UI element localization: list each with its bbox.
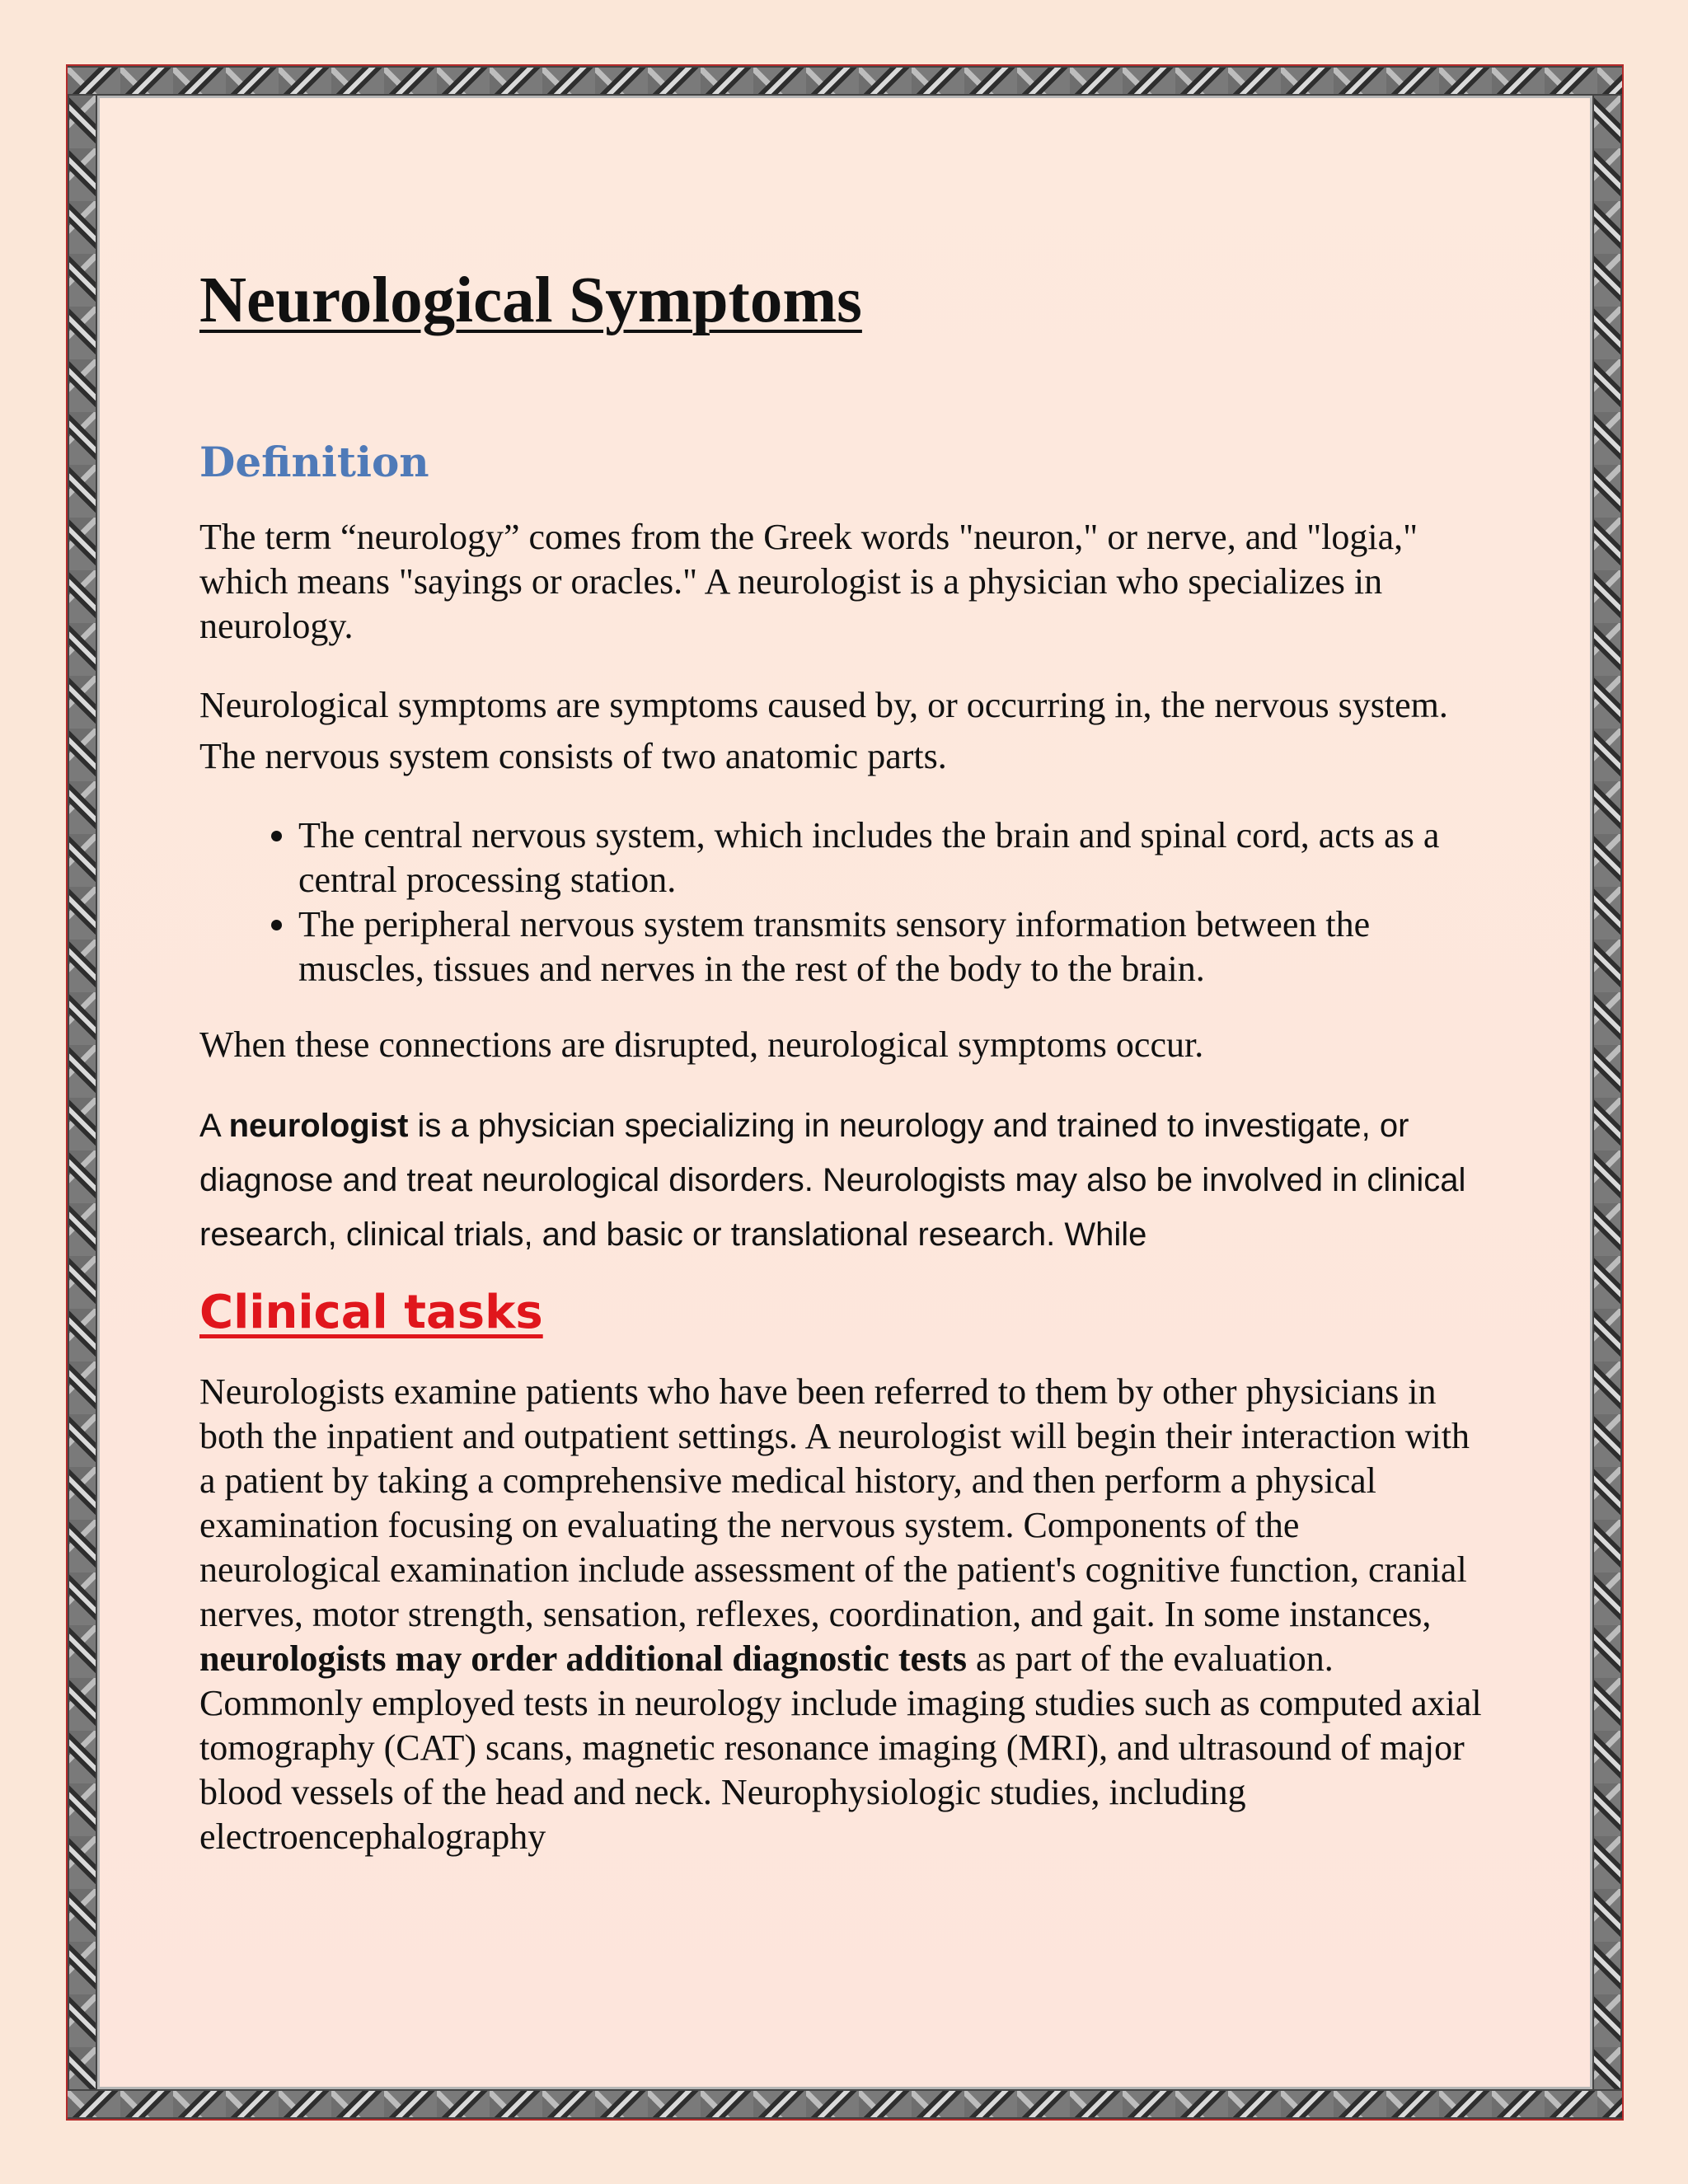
clinical-text-part2: as part of the evaluation. Commonly employed tests in neurology include imaging studies such as computed axial tomography (CAT) scans, magnetic resonance imaging (MRI), and ultrasound of major blood vessels of the head and neck. Neurophysiologic studies, including electroencephalography <box>199 1638 1482 1858</box>
neurologist-bold-term: neurologist <box>228 1107 409 1144</box>
definition-paragraph: The term “neurology” comes from the Greek words "neuron," or nerve, and "logia," which means "sayings or oracles." A neurologist is a physician who specializes in neurology. <box>199 516 1418 646</box>
disruption-paragraph: When these connections are disrupted, neurological symptoms occur. <box>199 1024 1204 1065</box>
clinical-text-part1: Neurologists examine patients who have been referred to them by other physicians in both the inpatient and outpatient settings. A neurologist will begin their interaction with a patient by taking a comprehensive medical history, and then perform a physical examination focusing on evaluating the nervous system. Components of the neurological examination include assessment of the patient's cognitive function, cranial nerves, motor strength, sensation, reflexes, coordination, and gait. In some instances, <box>199 1371 1470 1635</box>
document-content <box>199 264 1485 1859</box>
clinical-tasks-heading: Clinical tasks <box>199 1285 543 1339</box>
clinical-bold-text: neurologists may order additional diagnostic tests <box>199 1638 967 1680</box>
list-item: • The central nervous system, which includes the brain and spinal cord, acts as a central processing station. <box>298 813 1485 902</box>
definition-heading: Definition <box>199 437 429 486</box>
page-title: Neurological Symptoms <box>199 265 862 336</box>
decorative-border-left <box>68 96 97 2089</box>
nervous-system-list <box>199 813 1485 991</box>
nervous-system-paragraph: Neurological symptoms are symptoms caused by, or occurring in, the nervous system. The nervous system consists of two anatomic parts. <box>199 684 1448 776</box>
clinical-tasks-paragraph <box>199 1370 1485 1859</box>
list-item: • The peripheral nervous system transmits sensory information between the muscles, tissues and nerves in the rest of the body to the brain. <box>298 902 1485 991</box>
decorative-border-top <box>68 66 1622 96</box>
neurologist-paragraph <box>199 1099 1485 1262</box>
neurologist-rest: is a physician specializing in neurology and trained to investigate, or diagnose and treat neurological disorders. Neurologists may also be involved in clinical research, clinical trials, and basic or translational research. While <box>199 1107 1466 1253</box>
decorative-border-bottom <box>68 2089 1622 2119</box>
neurologist-prefix: A <box>199 1107 220 1144</box>
decorative-border-right <box>1592 96 1622 2089</box>
